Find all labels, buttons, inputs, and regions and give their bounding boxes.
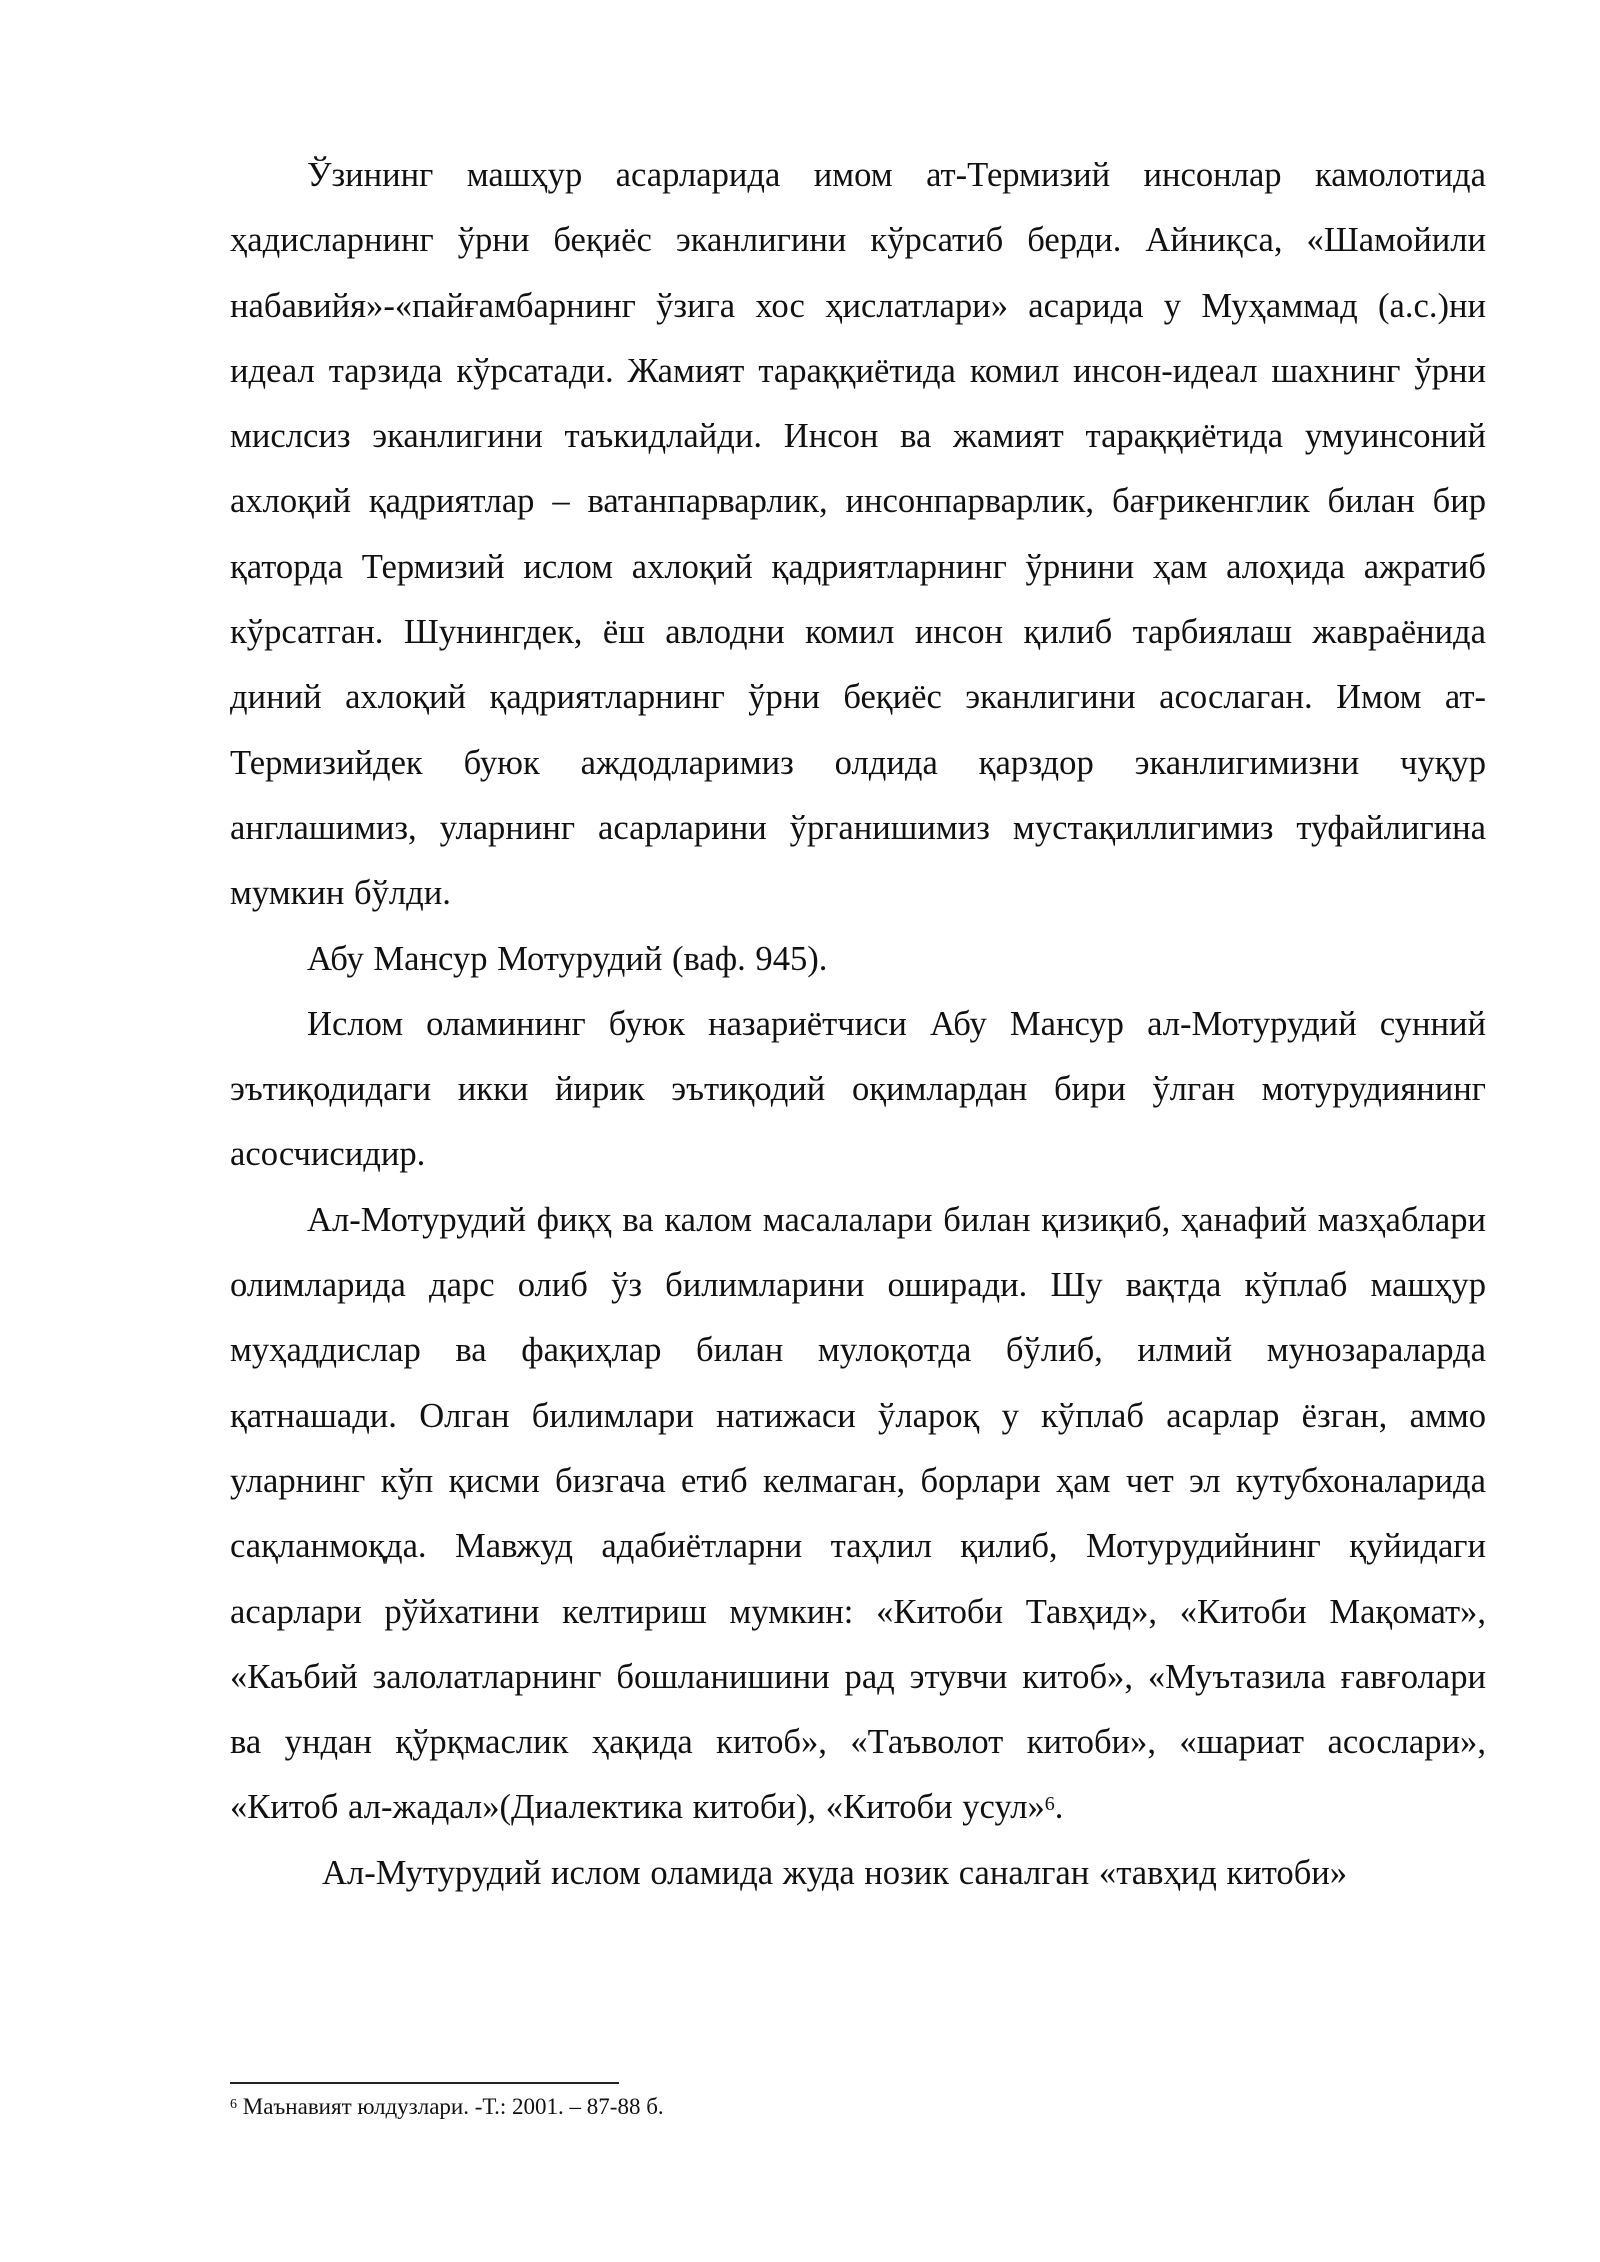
- body-text: [230, 143, 1486, 1906]
- paragraph-heading-moturudi: Абу Мансур Мотурудий (ваф. 945).: [307, 939, 828, 978]
- paragraph-termizi: Ўзининг машҳур асарларида имом ат-Термизий инсонлар камолотида ҳадисларнинг ўрни беқиёс эканлигини кўрсатиб берди. Айниқса, «Шамойили набавийя»-«пайғамбарнинг ўзига хос ҳислатлари» асарида у Муҳаммад (а.с.)ни идеал тарзида кўрсатади. Жамият тараққиётида комил инсон-идеал шахнинг ўрни мислсиз эканлигини таъкидлайди. Инсон ва жамият тараққиётида умуинсоний ахлоқий қадриятлар – ватанпарварлик, инсонпарварлик, бағрикенглик билан бир қаторда Термизий ислом ахлоқий қадриятларнинг ўрнини ҳам алоҳида ажратиб кўрсатган. Шунингдек, ёш авлодни комил инсон қилиб тарбиялаш жавраёнида диний ахлоқий қадриятларнинг ўрни беқиёс эканлигини асослаган. Имом ат-Термизийдек буюк аждодларимиз олдида қарздор эканлигимизни чуқур англашимиз, уларнинг асарларини ўрганишимиз мустақиллигимиз туфайлигина мумкин бўлди.: [230, 156, 1486, 913]
- paragraph-moturudi-works-text: Ал-Мотурудий фиқҳ ва калом масалалари билан қизиқиб, ҳанафий мазҳаблари олимларида дарс олиб ўз билимларини оширади. Шу вақтда кўплаб машҳур муҳаддислар ва фақиҳлар билан мулоқотда бўлиб, илмий мунозараларда қатнашади. Олган билимлари натижаси ўлароқ у кўплаб асарлар ёзган, аммо уларнинг кўп қисми бизгача етиб келмаган, борлари ҳам чет эл кутубхоналарида сақланмоқда. Мавжуд адабиётларни таҳлил қилиб, Мотурудийнинг қуйидаги асарлари рўйхатини келтириш мумкин: «Китоби Тавҳид», «Китоби Мақомат», «Каъбий залолатларнинг бошланишини рад этувчи китоб», «Муътазила ғавғолари ва ундан қўрқмаслик ҳақида китоб», «Таъволот китоби», «шариат асослари», «Китоб ал-жадал»(Диалектика китоби), «Китоби усул»: [230, 1200, 1486, 1827]
- footnote-separator: [230, 2082, 619, 2084]
- paragraph-moturudi-intro: Ислом оламининг буюк назариётчиси Абу Мансур ал-Мотурудий сунний эътиқодидаги икки йирик эътиқодий оқимлардан бири ўлган мотурудиянинг асосчисидир.: [230, 1004, 1486, 1174]
- paragraph-moturudi-works: [230, 1188, 1486, 1841]
- footnote-number: 6: [230, 2097, 237, 2112]
- paragraph-muturudi-tavhid: Ал-Мутурудий ислом оламида жуда нозик саналган «тавҳид китоби»: [322, 1853, 1348, 1892]
- footnote: [230, 2092, 664, 2122]
- paragraph-moturudi-works-end: .: [1054, 1788, 1064, 1827]
- footnote-reference[interactable]: 6: [1044, 1793, 1055, 1816]
- footnote-text: Маънавият юлдузлари. -Т.: 2001. – 87-88 б.: [237, 2094, 664, 2119]
